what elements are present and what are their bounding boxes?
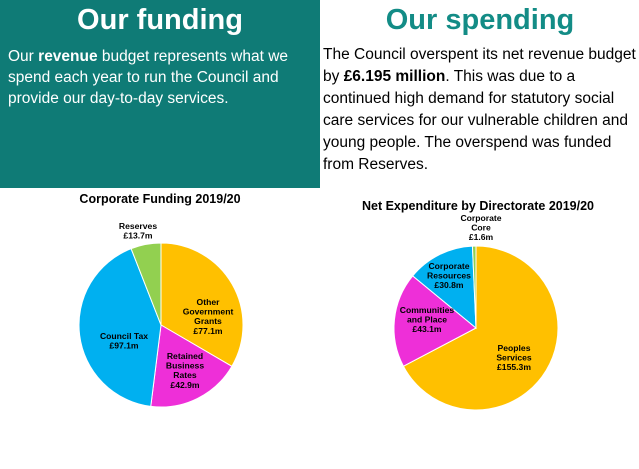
pie-label-peoples-services: Peoples Services £155.3m [496, 343, 532, 373]
pie-label-other-government-grants: Other Government Grants £77.1m [182, 297, 234, 336]
spending-para-bold: £6.195 million [343, 68, 446, 85]
pie-label-communities-and-place: Communities and Place £43.1m [399, 305, 455, 335]
pie-label-council-tax: Council Tax £97.1m [99, 331, 149, 351]
funding-pie-chart [0, 188, 320, 469]
pie-label-corporate-resources: Corporate Resources £30.8m [427, 261, 471, 291]
pie-label-corporate-core: Corporate Core £1.6m [460, 213, 502, 243]
spending-para-prefix: The Council overspent its net revenue budget by [323, 46, 636, 85]
chart-title: Net Expenditure by Directorate 2019/20 [361, 199, 595, 213]
spending-para-suffix: . This was due to a continued high demand for statutory social care services for our vulnerable children and young people. The overspend was funded from Reserves. [323, 68, 628, 173]
funding-heading: Our funding [77, 4, 243, 36]
spending-paragraph [323, 44, 639, 176]
funding-para-suffix: budget represents what we spend each year to run the Council and provide our day-to-day services. [8, 48, 289, 107]
funding-para-prefix: Our [8, 48, 39, 65]
funding-para-bold: revenue [38, 48, 98, 65]
pie-label-retained-business-rates: Retained Business Rates £42.9m [165, 351, 205, 390]
chart-title: Corporate Funding 2019/20 [79, 192, 241, 206]
funding-paragraph [8, 46, 314, 109]
spending-heading: Our spending [385, 4, 575, 36]
expenditure-pie-chart [320, 188, 639, 469]
funding-panel [0, 0, 320, 188]
pie-label-reserves: Reserves £13.7m [118, 221, 158, 241]
